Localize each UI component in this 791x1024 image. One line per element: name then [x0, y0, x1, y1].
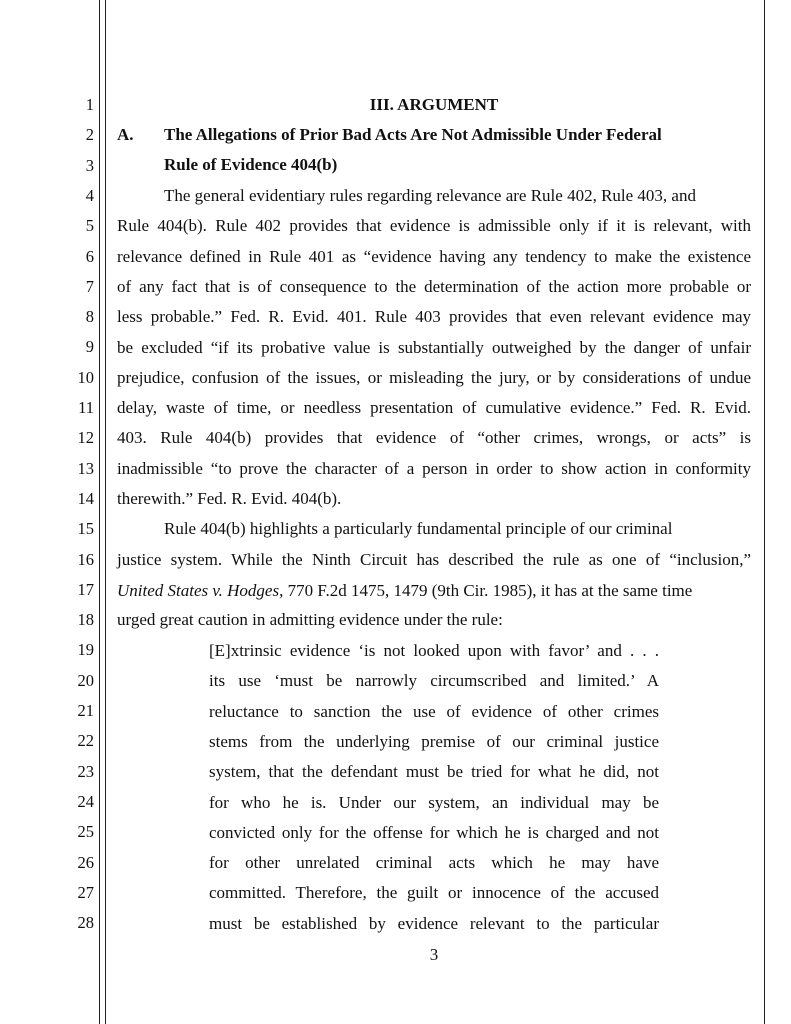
- line-number: 12: [77, 428, 94, 448]
- quote-line: reluctance to sanction the use of evidence of other crimes: [209, 701, 659, 721]
- citation-rest: , 770 F.2d 1475, 1479 (9th Cir. 1985), it has at the same time: [279, 581, 693, 600]
- line-number: 2: [85, 125, 94, 145]
- case-citation-line: [117, 581, 692, 601]
- quote-line: for who he is. Under our system, an individual may be: [209, 792, 659, 812]
- heading-line-2: Rule of Evidence 404(b): [164, 155, 338, 174]
- line-number: 7: [85, 276, 94, 296]
- line-number: 21: [77, 701, 94, 720]
- quote-line: must be established by evidence relevant to the particular: [209, 913, 659, 933]
- quote-line: for other unrelated criminal acts which he may have: [209, 853, 659, 873]
- body-line: urged great caution in admitting evidence under the rule:: [117, 610, 503, 630]
- line-number: 18: [77, 610, 94, 630]
- line-number: 28: [77, 913, 94, 933]
- quote-line: [E]xtrinsic evidence ‘is not looked upon with favor’ and . . .: [209, 641, 659, 660]
- body-line: Rule 404(b). Rule 402 provides that evidence is admissible only if it is relevant, with: [117, 216, 751, 236]
- line-number: 13: [77, 458, 94, 478]
- right-margin-rule: [764, 0, 765, 1024]
- line-number: 19: [77, 640, 94, 660]
- line-number: 5: [85, 216, 94, 236]
- body-line: therewith.” Fed. R. Evid. 404(b).: [117, 489, 342, 508]
- page-number: 3: [429, 945, 439, 964]
- quote-line: stems from the underlying premise of our criminal justice: [209, 731, 659, 751]
- line-number: 6: [85, 246, 94, 266]
- quote-line: convicted only for the offense for which he is charged and not: [209, 822, 659, 842]
- body-line: less probable.” Fed. R. Evid. 401. Rule 403 provides that even relevant evidence may: [117, 307, 751, 327]
- body-line: delay, waste of time, or needless presentation of cumulative evidence.” Fed. R. Evid.: [117, 398, 751, 418]
- line-number: 15: [77, 519, 94, 539]
- section-title: III. ARGUMENT: [369, 95, 499, 114]
- line-number: 3: [85, 155, 94, 175]
- line-number: 26: [77, 852, 94, 872]
- line-number: 20: [77, 670, 94, 690]
- line-number: 17: [77, 579, 94, 599]
- line-number: 10: [77, 367, 94, 387]
- line-number: 8: [85, 307, 94, 327]
- body-line: The general evidentiary rules regarding relevance are Rule 402, Rule 403, and: [164, 186, 696, 205]
- line-number: 4: [85, 185, 94, 205]
- body-line: relevance defined in Rule 401 as “evidence having any tendency to make the existence: [117, 246, 751, 266]
- body-line: inadmissible “to prove the character of a person in order to show action in conformity: [117, 458, 751, 478]
- heading-line-1: The Allegations of Prior Bad Acts Are Not Admissible Under Federal: [164, 125, 662, 144]
- body-line: justice system. While the Ninth Circuit has described the rule as one of “inclusion,”: [117, 549, 751, 569]
- body-line: 403. Rule 404(b) provides that evidence of “other crimes, wrongs, or acts” is: [117, 428, 751, 448]
- body-line: Rule 404(b) highlights a particularly fundamental principle of our criminal: [164, 519, 673, 539]
- quote-line: committed. Therefore, the guilt or innocence of the accused: [209, 883, 659, 903]
- left-margin-rule-inner: [105, 0, 106, 1024]
- line-number: 1: [85, 95, 94, 114]
- left-margin-rule: [99, 0, 100, 1024]
- heading-letter: A.: [117, 125, 134, 144]
- body-line: of any fact that is of consequence to the determination of the action more probable or: [117, 276, 751, 296]
- line-number: 24: [77, 791, 94, 811]
- line-number: 22: [77, 731, 94, 751]
- line-number: 9: [85, 337, 94, 357]
- line-number: 11: [78, 398, 94, 417]
- body-line: prejudice, confusion of the issues, or misleading the jury, or by considerations of undue: [117, 367, 751, 387]
- case-name: United States v. Hodges: [117, 581, 280, 600]
- line-number: 27: [77, 882, 94, 902]
- line-number: 16: [77, 549, 94, 569]
- body-line: be excluded “if its probative value is substantially outweighed by the danger of unfair: [117, 337, 751, 357]
- line-number: 23: [77, 761, 94, 781]
- line-number: 25: [77, 822, 94, 842]
- quote-line: its use ‘must be narrowly circumscribed and limited.’ A: [209, 671, 659, 691]
- line-number: 14: [77, 488, 94, 508]
- quote-line: system, that the defendant must be tried for what he did, not: [209, 762, 659, 782]
